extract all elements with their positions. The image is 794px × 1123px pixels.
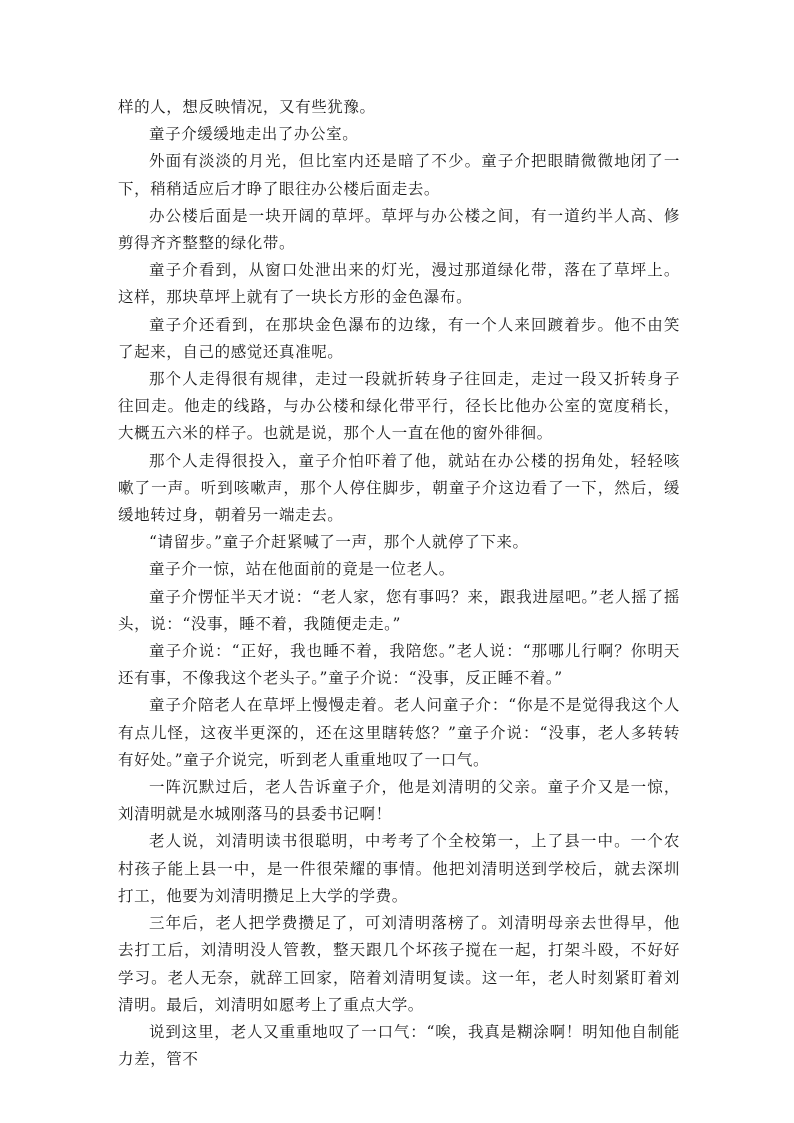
paragraph-15: 老人说，刘清明读书很聪明，中考考了个全校第一，上了县一中。一个农村孩子能上县一中，是一件很荣耀的事情。他把刘清明送到学校后，就去深圳打工，他要为刘清明攒足上大学的学费。 [118,832,680,905]
paragraph-5: 童子介看到，从窗口处泄出来的灯光，漫过那道绿化带，落在了草坪上。这样，那块草坪上就有了一块长方形的金色瀑布。 [118,261,680,307]
paragraph-16: 三年后，老人把学费攒足了，可刘清明落榜了。刘清明母亲去世得早，他去打工后，刘清明没人管教，整天跟几个坏孩子搅在一起，打架斗殴，不好好学习。老人无奈，就辞工回家，陪着刘清明复读。这一年，老人时刻紧盯着刘清明。最后，刘清明如愿考上了重点大学。 [118,914,680,1014]
document-page [118,94,680,1073]
paragraph-14: 一阵沉默过后，老人告诉童子介，他是刘清明的父亲。童子介又是一惊，刘清明就是水城刚落马的县委书记啊！ [118,778,680,824]
paragraph-17: 说到这里，老人又重重地叹了一口气：“唉，我真是糊涂啊！明知他自制能力差，管不 [118,1022,680,1069]
paragraph-11: 童子介愣怔半天才说：“老人家，您有事吗？来，跟我进屋吧。”老人摇了摇头，说：“没事，睡不着，我随便走走。” [118,587,680,633]
paragraph-9: “请留步。”童子介赶紧喊了一声，那个人就停了下来。 [149,533,529,552]
paragraph-3: 外面有淡淡的月光，但比室内还是暗了不少。童子介把眼睛微微地闭了一下，稍稍适应后才睁了眼往办公楼后面走去。 [118,152,680,198]
paragraph-4: 办公楼后面是一块开阔的草坪。草坪与办公楼之间，有一道约半人高、修剪得齐齐整整的绿化带。 [118,206,680,253]
paragraph-2: 童子介缓缓地走出了办公室。 [149,125,359,144]
paragraph-8: 那个人走得很投入，童子介怕吓着了他，就站在办公楼的拐角处，轻轻咳嗽了一声。听到咳嗽声，那个人停住脚步，朝童子介这边看了一下，然后，缓缓地转过身，朝着另一端走去。 [118,451,680,525]
paragraph-12: 童子介说：“正好，我也睡不着，我陪您。”老人说：“那哪儿行啊？你明天还有事，不像我这个老头子。”童子介说：“没事，反正睡不着。” [118,642,680,688]
paragraph-13: 童子介陪老人在草坪上慢慢走着。老人问童子介：“你是不是觉得我这个人有点儿怪，这夜半更深的，还在这里瞎转悠？”童子介说：“没事，老人多转转有好处。”童子介说完，听到老人重重地叹了一口气。 [118,696,680,769]
paragraph-6: 童子介还看到，在那块金色瀑布的边缘，有一个人来回踱着步。他不由笑了起来，自己的感觉还真准呢。 [118,315,680,361]
paragraph-1: 样的人，想反映情况，又有些犹豫。 [118,98,376,116]
paragraph-7: 那个人走得很有规律，走过一段就折转身子往回走，走过一段又折转身子往回走。他走的线路，与办公楼和绿化带平行，径长比他办公室的宽度稍长，大概五六米的样子。也就是说，那个人一直在他的窗外徘徊。 [118,370,680,443]
paragraph-10: 童子介一惊，站在他面前的竟是一位老人。 [149,560,455,579]
